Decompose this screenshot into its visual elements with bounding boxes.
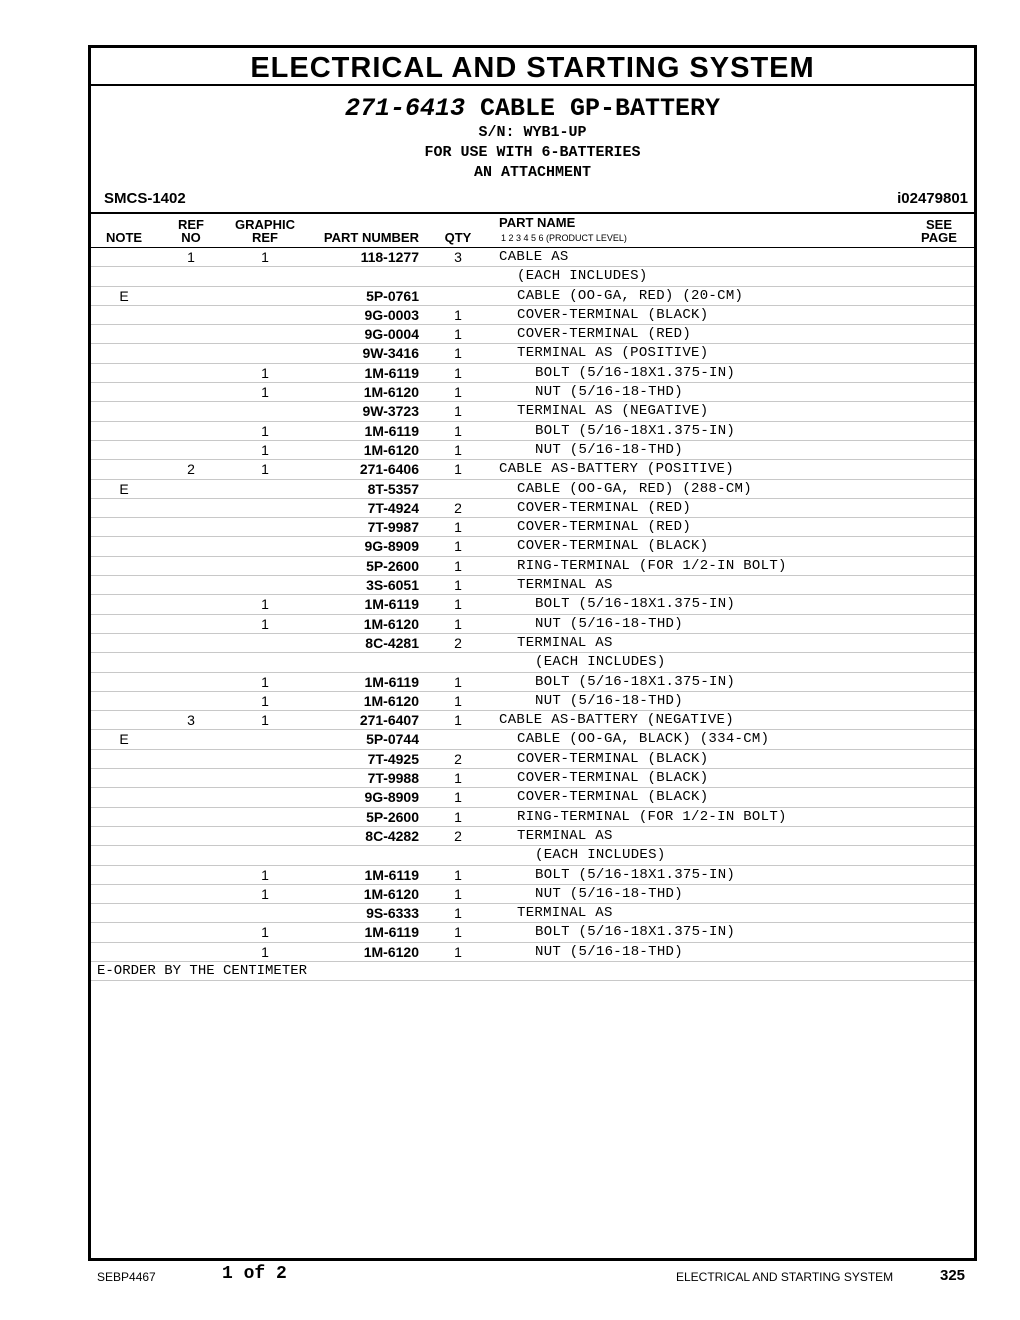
document-id: SEBP4467 — [97, 1270, 156, 1284]
qty-cell: 1 — [454, 384, 462, 401]
ref-no-cell: 1 — [187, 249, 195, 265]
qty-cell: 2 — [454, 750, 462, 767]
ref-no-cell: 2 — [187, 461, 195, 478]
table-row — [91, 287, 974, 306]
part-name-cell: COVER-TERMINAL (BLACK) — [517, 789, 709, 806]
part-number-cell: 5P-0761 — [366, 287, 419, 304]
table-row — [91, 325, 974, 344]
table-row — [91, 537, 974, 556]
qty-cell: 2 — [454, 827, 462, 844]
part-number-cell: 9S-6333 — [366, 905, 419, 922]
qty-cell: 1 — [454, 422, 462, 439]
part-number-cell: 7T-9987 — [367, 519, 419, 536]
table-row — [91, 557, 974, 576]
part-number-cell: 1M-6120 — [363, 384, 419, 401]
part-number-cell: 9G-8909 — [364, 789, 419, 806]
qty-cell: 1 — [454, 403, 462, 420]
graphic-ref-cell: 1 — [261, 596, 269, 613]
qty-cell: 1 — [454, 692, 462, 709]
table-row — [91, 267, 974, 286]
part-name-cell: TERMINAL AS — [517, 634, 613, 651]
table-row — [91, 422, 974, 441]
col-ref-bottom: NO — [181, 230, 201, 245]
part-name-cell: NUT (5/16-18-THD) — [535, 441, 683, 458]
part-name-cell: BOLT (5/16-18X1.375-IN) — [535, 422, 736, 439]
graphic-ref-cell: 1 — [261, 673, 269, 690]
illustration-id: i02479801 — [897, 190, 968, 207]
qty-cell: 1 — [454, 441, 462, 458]
part-number-cell: 271-6406 — [359, 461, 419, 478]
group-part-number: 271-6413 — [344, 94, 465, 123]
col-part-name: PART NAME — [499, 215, 576, 230]
qty-cell: 1 — [454, 461, 462, 478]
part-name-cell: BOLT (5/16-18X1.375-IN) — [535, 364, 736, 381]
qty-cell: 1 — [454, 924, 462, 941]
ref-no-cell: 3 — [187, 712, 195, 729]
table-row — [91, 653, 974, 672]
qty-cell: 1 — [454, 673, 462, 690]
table-row — [91, 576, 974, 595]
part-name-cell: COVER-TERMINAL (BLACK) — [517, 538, 709, 555]
part-number-cell: 1M-6120 — [363, 943, 419, 960]
usage-line: FOR USE WITH 6-BATTERIES — [424, 144, 641, 161]
table-row — [91, 383, 974, 402]
part-number-cell: 1M-6119 — [364, 673, 419, 690]
part-name-cell: (EACH INCLUDES) — [535, 847, 666, 864]
note-cell: E — [119, 480, 129, 497]
part-number-cell: 1M-6119 — [364, 596, 419, 613]
col-part-number: PART NUMBER — [323, 230, 419, 245]
col-graphic-top: GRAPHIC — [235, 217, 295, 232]
part-name-cell: COVER-TERMINAL (BLACK) — [517, 750, 709, 767]
part-number-cell: 1M-6120 — [363, 885, 419, 902]
graphic-ref-cell: 1 — [261, 885, 269, 902]
table-row — [91, 673, 974, 692]
part-name-cell: COVER-TERMINAL (BLACK) — [517, 306, 709, 323]
part-number-cell: 5P-2600 — [366, 557, 419, 574]
part-number-cell: 8T-5357 — [367, 480, 419, 497]
qty-cell: 1 — [454, 943, 462, 960]
graphic-ref-cell: 1 — [261, 461, 269, 478]
table-row — [91, 692, 974, 711]
part-name-cell: COVER-TERMINAL (RED) — [517, 326, 692, 343]
table-row — [91, 750, 974, 769]
part-number-cell: 5P-0744 — [366, 731, 419, 748]
part-number-cell: 1M-6119 — [364, 364, 419, 381]
column-header — [91, 214, 974, 248]
table-row — [91, 827, 974, 846]
part-number-cell: 9G-0003 — [364, 306, 419, 323]
part-number-cell: 9W-3416 — [362, 345, 419, 362]
qty-cell: 3 — [454, 249, 462, 265]
graphic-ref-cell: 1 — [261, 422, 269, 439]
table-row — [91, 769, 974, 788]
qty-cell: 1 — [454, 808, 462, 825]
part-name-cell: TERMINAL AS (POSITIVE) — [517, 345, 709, 362]
table-row — [91, 499, 974, 518]
table-row — [91, 808, 974, 827]
qty-cell: 1 — [454, 557, 462, 574]
part-number-cell: 8C-4281 — [365, 634, 419, 651]
part-number-cell: 271-6407 — [359, 712, 419, 729]
table-row — [91, 518, 974, 537]
group-name: CABLE GP-BATTERY — [480, 94, 721, 123]
col-graphic-bottom: REF — [252, 230, 278, 245]
part-number-cell: 9G-8909 — [364, 538, 419, 555]
table-row — [91, 730, 974, 749]
col-product-level: 1 2 3 4 5 6 (PRODUCT LEVEL) — [501, 233, 627, 243]
group-title — [91, 94, 974, 123]
page-number: 325 — [940, 1267, 966, 1284]
part-name-cell: COVER-TERMINAL (BLACK) — [517, 770, 709, 787]
qty-cell: 1 — [454, 538, 462, 555]
part-name-cell: TERMINAL AS (NEGATIVE) — [517, 403, 709, 420]
qty-cell: 1 — [454, 596, 462, 613]
part-name-cell: BOLT (5/16-18X1.375-IN) — [535, 866, 736, 883]
part-number-cell: 1M-6120 — [363, 615, 419, 632]
table-row — [91, 480, 974, 499]
qty-cell: 1 — [454, 885, 462, 902]
table-row — [91, 248, 974, 267]
part-number-cell: 9G-0004 — [364, 326, 419, 343]
footer-section-name: ELECTRICAL AND STARTING SYSTEM — [676, 1270, 894, 1284]
col-ref-top: REF — [178, 217, 204, 232]
part-name-cell: CABLE AS — [499, 249, 569, 265]
table-row — [91, 364, 974, 383]
qty-cell: 1 — [454, 866, 462, 883]
part-name-cell: RING-TERMINAL (FOR 1/2-IN BOLT) — [517, 557, 787, 574]
note-cell: E — [119, 731, 129, 748]
part-name-cell: NUT (5/16-18-THD) — [535, 615, 683, 632]
smcs-code: SMCS-1402 — [104, 190, 186, 207]
part-name-cell: CABLE (OO-GA, BLACK) (334-CM) — [517, 731, 770, 748]
qty-cell: 1 — [454, 577, 462, 594]
part-number-cell: 1M-6119 — [364, 924, 419, 941]
graphic-ref-cell: 1 — [261, 692, 269, 709]
part-name-cell: BOLT (5/16-18X1.375-IN) — [535, 673, 736, 690]
attachment-line: AN ATTACHMENT — [473, 164, 592, 181]
part-number-cell: 7T-4924 — [367, 499, 419, 516]
part-number-cell: 8C-4282 — [365, 827, 419, 844]
graphic-ref-cell: 1 — [261, 866, 269, 883]
part-name-cell: COVER-TERMINAL (RED) — [517, 499, 692, 516]
part-number-cell: 1M-6119 — [364, 422, 419, 439]
table-row — [91, 441, 974, 460]
qty-cell: 1 — [454, 770, 462, 787]
part-name-cell: NUT (5/16-18-THD) — [535, 885, 683, 902]
group-header — [91, 86, 974, 214]
part-number-cell: 7T-4925 — [367, 750, 419, 767]
table-row — [91, 866, 974, 885]
part-name-cell: COVER-TERMINAL (RED) — [517, 519, 692, 536]
part-name-cell: NUT (5/16-18-THD) — [535, 384, 683, 401]
part-name-cell: CABLE (OO-GA, RED) (20-CM) — [517, 287, 744, 304]
part-name-cell: BOLT (5/16-18X1.375-IN) — [535, 596, 736, 613]
graphic-ref-cell: 1 — [261, 249, 269, 265]
footnote: E-ORDER BY THE CENTIMETER — [97, 962, 308, 979]
graphic-ref-cell: 1 — [261, 924, 269, 941]
page-of-indicator: 1 of 2 — [222, 1264, 287, 1284]
table-row — [91, 615, 974, 634]
serial-number-line: S/N: WYB1-UP — [478, 124, 587, 141]
part-name-cell: NUT (5/16-18-THD) — [535, 692, 683, 709]
col-qty: QTY — [444, 230, 472, 245]
table-row — [91, 306, 974, 325]
table-row — [91, 460, 974, 479]
part-name-cell: TERMINAL AS — [517, 905, 613, 922]
part-number-cell: 3S-6051 — [366, 577, 419, 594]
qty-cell: 2 — [454, 634, 462, 651]
part-name-cell: (EACH INCLUDES) — [517, 268, 648, 285]
table-row — [91, 402, 974, 421]
part-name-cell: TERMINAL AS — [517, 577, 613, 594]
table-row — [91, 595, 974, 614]
graphic-ref-cell: 1 — [261, 615, 269, 632]
table-row — [91, 923, 974, 942]
part-name-cell: (EACH INCLUDES) — [535, 654, 666, 671]
part-number-cell: 9W-3723 — [362, 403, 419, 420]
part-name-cell: NUT (5/16-18-THD) — [535, 943, 683, 960]
table-row — [91, 885, 974, 904]
table-row — [91, 344, 974, 363]
qty-cell: 1 — [454, 306, 462, 323]
table-row — [91, 846, 974, 865]
part-number-cell: 5P-2600 — [366, 808, 419, 825]
qty-cell: 1 — [454, 905, 462, 922]
qty-cell: 2 — [454, 499, 462, 516]
graphic-ref-cell: 1 — [261, 384, 269, 401]
part-number-cell: 1M-6119 — [364, 866, 419, 883]
table-row — [91, 943, 974, 962]
qty-cell: 1 — [454, 615, 462, 632]
table-row — [91, 634, 974, 653]
section-title: ELECTRICAL AND STARTING SYSTEM — [91, 48, 974, 86]
part-name-cell: RING-TERMINAL (FOR 1/2-IN BOLT) — [517, 808, 787, 825]
part-name-cell: CABLE AS-BATTERY (NEGATIVE) — [499, 712, 734, 729]
graphic-ref-cell: 1 — [261, 441, 269, 458]
graphic-ref-cell: 1 — [261, 943, 269, 960]
part-name-cell: TERMINAL AS — [517, 827, 613, 844]
qty-cell: 1 — [454, 712, 462, 729]
footnote-row — [91, 962, 974, 981]
parts-list — [91, 248, 974, 962]
col-note: NOTE — [105, 230, 143, 245]
qty-cell: 1 — [454, 364, 462, 381]
qty-cell: 1 — [454, 345, 462, 362]
col-see-bottom: PAGE — [921, 230, 957, 245]
graphic-ref-cell: 1 — [261, 712, 269, 729]
graphic-ref-cell: 1 — [261, 364, 269, 381]
part-number-cell: 1M-6120 — [363, 692, 419, 709]
part-name-cell: BOLT (5/16-18X1.375-IN) — [535, 924, 736, 941]
page-frame — [88, 45, 977, 1261]
qty-cell: 1 — [454, 789, 462, 806]
col-see-top: SEE — [925, 217, 952, 232]
part-number-cell: 7T-9988 — [367, 770, 419, 787]
note-cell: E — [119, 287, 129, 304]
part-number-cell: 118-1277 — [360, 249, 419, 265]
part-name-cell: CABLE AS-BATTERY (POSITIVE) — [499, 461, 734, 478]
table-row — [91, 788, 974, 807]
qty-cell: 1 — [454, 519, 462, 536]
part-number-cell: 1M-6120 — [363, 441, 419, 458]
qty-cell: 1 — [454, 326, 462, 343]
table-row — [91, 904, 974, 923]
table-row — [91, 711, 974, 730]
part-name-cell: CABLE (OO-GA, RED) (288-CM) — [517, 480, 752, 497]
